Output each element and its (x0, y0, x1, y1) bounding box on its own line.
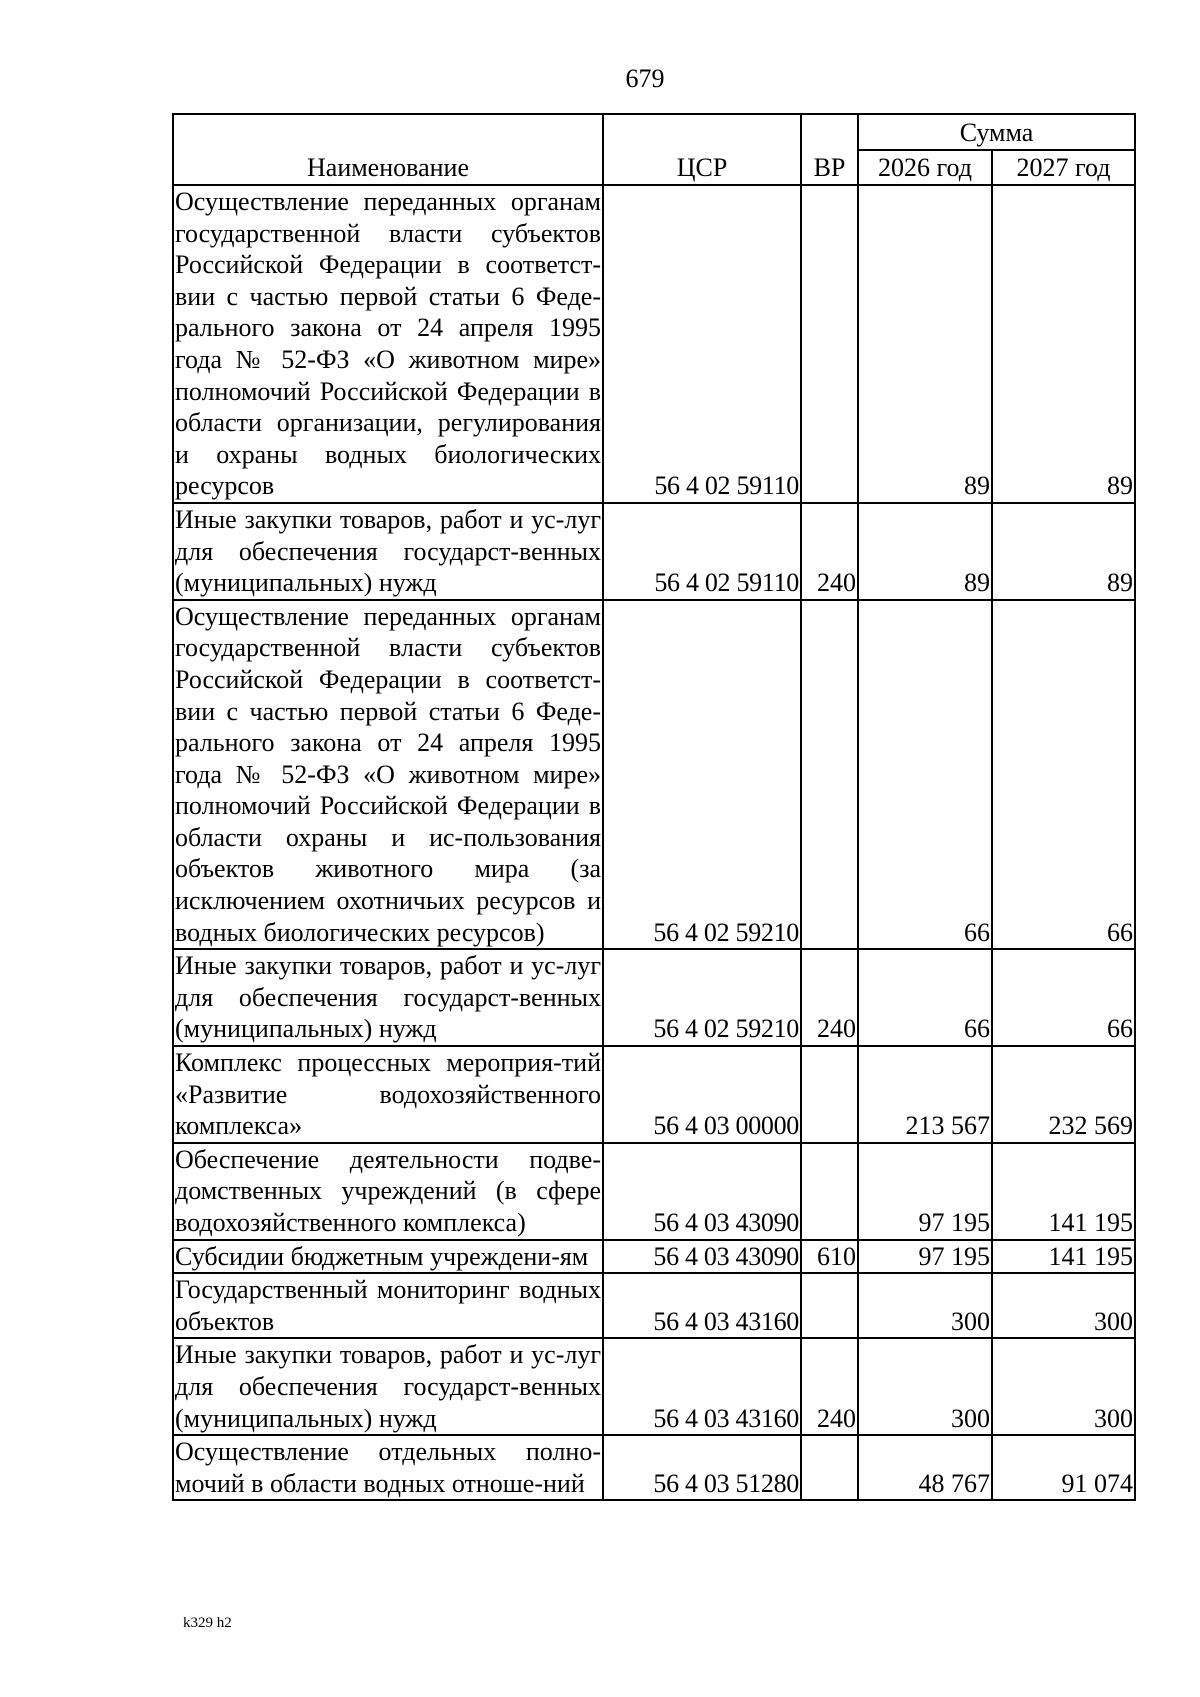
budget-table (172, 113, 1136, 1501)
row-csr: 56 4 03 43090 (603, 1143, 801, 1240)
header-vr: ВР (801, 114, 858, 185)
row-vr (801, 1046, 858, 1143)
row-sum-2027: 300 (992, 1338, 1135, 1435)
row-sum-2026: 66 (858, 600, 992, 950)
table-row (173, 1240, 1135, 1274)
row-sum-2026: 300 (858, 1273, 992, 1338)
row-sum-2026: 89 (858, 185, 992, 503)
row-vr: 240 (801, 949, 858, 1046)
row-name: Субсидии бюджетным учреждени-ям (173, 1240, 603, 1274)
table-row (173, 185, 1135, 503)
row-name: Комплекс процессных мероприя-тий «Развитие водохозяйственного комплекса» (173, 1046, 603, 1143)
table-row (173, 1435, 1135, 1500)
row-csr: 56 4 03 00000 (603, 1046, 801, 1143)
table-header (173, 114, 1135, 185)
row-name: Государственный мониторинг водных объектов (173, 1273, 603, 1338)
row-sum-2027: 89 (992, 185, 1135, 503)
row-name: Осуществление переданных органам государственной власти субъектов Российской Федерации в соответст-вии с частью первой статьи 6 Феде-рального закона от 24 апреля 1995 года № 52-ФЗ «О животном мире» полномочий Российской Федерации в области охраны и ис-пользования объектов животного мира (за исключением охотничьих ресурсов и водных биологических ресурсов) (173, 600, 603, 950)
row-name: Осуществление переданных органам государственной власти субъектов Российской Федерации в соответст-вии с частью первой статьи 6 Феде-рального закона от 24 апреля 1995 года № 52-ФЗ «О животном мире» полномочий Российской Федерации в области организации, регулирования и охраны водных биологических ресурсов (173, 185, 603, 503)
row-sum-2027: 232 569 (992, 1046, 1135, 1143)
row-csr: 56 4 03 43160 (603, 1338, 801, 1435)
table-row (173, 1046, 1135, 1143)
row-csr: 56 4 03 43090 (603, 1240, 801, 1274)
row-name: Осуществление отдельных полно-мочий в области водных отноше-ний (173, 1435, 603, 1500)
row-sum-2026: 89 (858, 503, 992, 600)
table-row (173, 949, 1135, 1046)
row-vr (801, 1143, 858, 1240)
table-row (173, 503, 1135, 600)
row-sum-2027: 89 (992, 503, 1135, 600)
row-sum-2027: 66 (992, 949, 1135, 1046)
row-sum-2026: 48 767 (858, 1435, 992, 1500)
row-sum-2026: 66 (858, 949, 992, 1046)
row-csr: 56 4 03 51280 (603, 1435, 801, 1500)
row-csr: 56 4 02 59110 (603, 503, 801, 600)
row-vr (801, 1273, 858, 1338)
page-number: 679 (625, 64, 665, 93)
row-sum-2027: 91 074 (992, 1435, 1135, 1500)
row-sum-2026: 213 567 (858, 1046, 992, 1143)
table-row (173, 600, 1135, 950)
row-csr: 56 4 02 59110 (603, 185, 801, 503)
row-sum-2027: 66 (992, 600, 1135, 950)
row-sum-2027: 300 (992, 1273, 1135, 1338)
row-vr: 610 (801, 1240, 858, 1274)
table-row (173, 1338, 1135, 1435)
row-name: Иные закупки товаров, работ и ус-луг для обеспечения государст-венных (муниципальных) нужд (173, 949, 603, 1046)
row-vr: 240 (801, 503, 858, 600)
header-csr: ЦСР (603, 114, 801, 185)
row-sum-2026: 97 195 (858, 1143, 992, 1240)
table-body (173, 185, 1135, 1500)
row-sum-2027: 141 195 (992, 1143, 1135, 1240)
row-csr: 56 4 02 59210 (603, 949, 801, 1046)
header-name: Наименование (173, 114, 603, 185)
row-sum-2026: 300 (858, 1338, 992, 1435)
row-name: Иные закупки товаров, работ и ус-луг для обеспечения государст-венных (муниципальных) нужд (173, 1338, 603, 1435)
row-vr: 240 (801, 1338, 858, 1435)
table-row (173, 1273, 1135, 1338)
row-name: Обеспечение деятельности подве-домственных учреждений (в сфере водохозяйственного комплекса) (173, 1143, 603, 1240)
footer-code: k329 h2 (183, 1615, 232, 1631)
row-csr: 56 4 03 43160 (603, 1273, 801, 1338)
row-vr (801, 185, 858, 503)
table-row (173, 1143, 1135, 1240)
header-year-2026: 2026 год (858, 150, 992, 185)
row-csr: 56 4 02 59210 (603, 600, 801, 950)
row-name: Иные закупки товаров, работ и ус-луг для обеспечения государст-венных (муниципальных) нужд (173, 503, 603, 600)
row-sum-2027: 141 195 (992, 1240, 1135, 1274)
header-year-2027: 2027 год (992, 150, 1135, 185)
row-sum-2026: 97 195 (858, 1240, 992, 1274)
header-sum: Сумма (858, 114, 1135, 150)
row-vr (801, 1435, 858, 1500)
row-vr (801, 600, 858, 950)
